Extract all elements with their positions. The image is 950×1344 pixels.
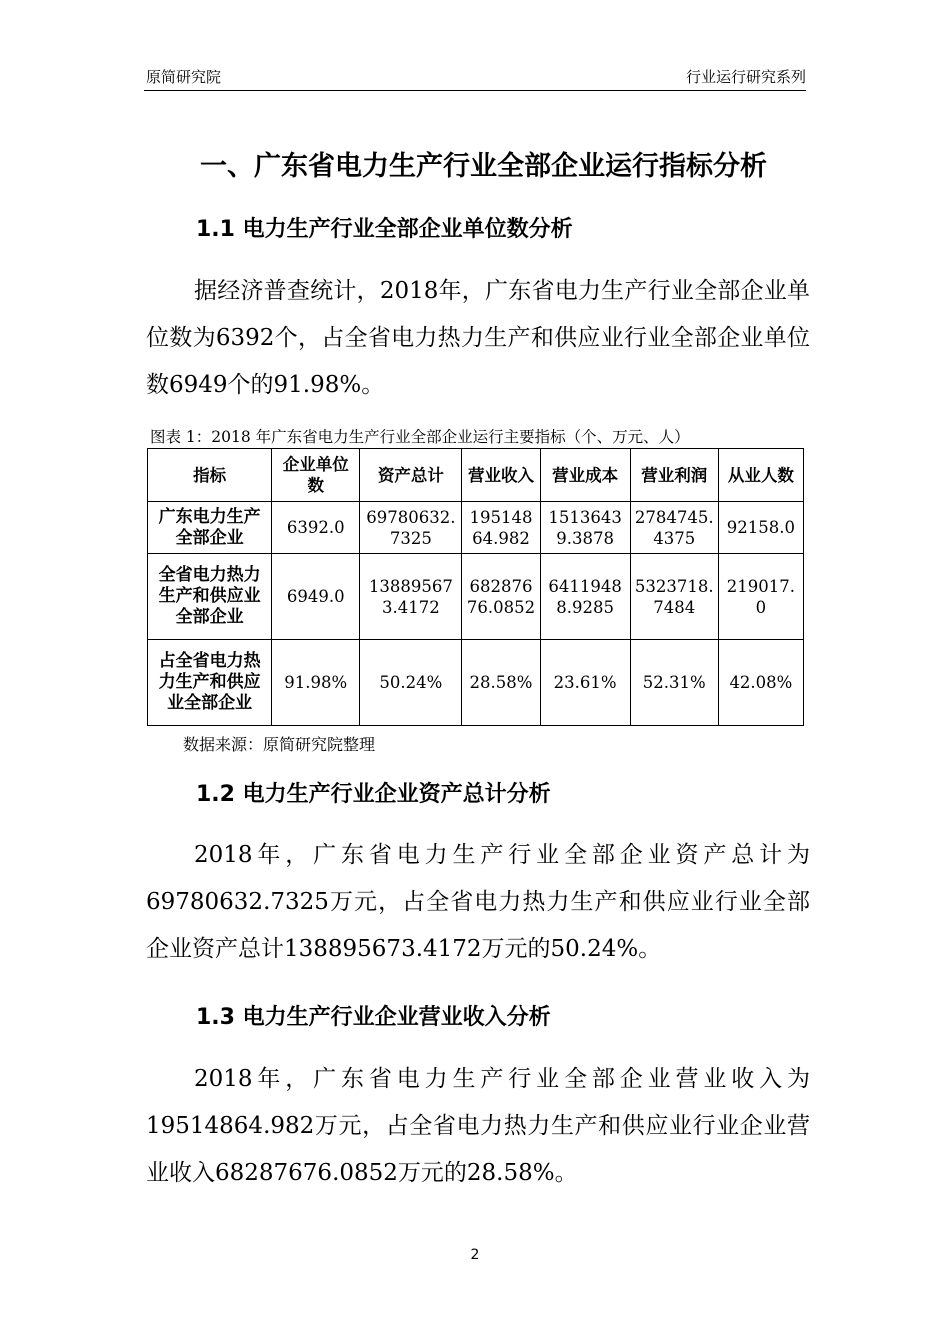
header-cell: 从业人数 — [718, 449, 803, 502]
table-cell: 6949.0 — [272, 554, 360, 640]
header-cell: 营业收入 — [462, 449, 540, 502]
table-source: 数据来源：原简研究院整理 — [183, 735, 376, 754]
table-cell: 6392.0 — [272, 502, 360, 554]
table-cell: 42.08% — [718, 640, 803, 726]
table-cell: 68287676.0852 — [462, 554, 540, 640]
header-cell: 营业利润 — [630, 449, 718, 502]
table-row — [148, 502, 804, 554]
table-cell: 23.61% — [540, 640, 630, 726]
table-cell: 69780632.7325 — [360, 502, 462, 554]
table-cell: 92158.0 — [718, 502, 803, 554]
table-cell: 52.31% — [630, 640, 718, 726]
header-cell: 营业成本 — [540, 449, 630, 502]
table-header-row — [148, 449, 804, 502]
table-cell: 15136439.3878 — [540, 502, 630, 554]
section-heading-1-3: 1.3 电力生产行业企业营业收入分析 — [196, 1005, 551, 1030]
indicator-table — [147, 448, 804, 726]
header-left: 原简研究院 — [146, 68, 222, 86]
header-cell: 资产总计 — [360, 449, 462, 502]
table-cell: 19514864.982 — [462, 502, 540, 554]
row-label: 广东电力生产全部企业 — [148, 502, 272, 554]
table-cell: 219017.0 — [718, 554, 803, 640]
row-label: 全省电力热力生产和供应业全部企业 — [148, 554, 272, 640]
table-cell: 91.98% — [272, 640, 360, 726]
section-paragraph-1-2: 2018年，广东省电力生产行业全部企业资产总计为69780632.7325万元，占全省电力热力生产和供应业行业全部企业资产总计138895673.4172万元的50.24%。 — [146, 842, 810, 962]
table-cell: 2784745.4375 — [630, 502, 718, 554]
table-cell: 138895673.4172 — [360, 554, 462, 640]
header-cell: 企业单位数 — [272, 449, 360, 502]
section-heading-1-1: 1.1 电力生产行业全部企业单位数分析 — [196, 217, 573, 242]
section-paragraph-1-3: 2018年，广东省电力生产行业全部企业营业收入为19514864.982万元，占全省电力热力生产和供应业行业企业营业收入68287676.0852万元的28.58%。 — [146, 1066, 810, 1186]
table-cell: 50.24% — [360, 640, 462, 726]
header-cell: 指标 — [148, 449, 272, 502]
header-right: 行业运行研究系列 — [685, 68, 806, 86]
table-row — [148, 554, 804, 640]
table-cell: 64119488.9285 — [540, 554, 630, 640]
section-paragraph-1-1: 据经济普查统计，2018年，广东省电力生产行业全部企业单位数为6392个，占全省电力热力生产和供应业行业全部企业单位数6949个的91.98%。 — [146, 278, 810, 398]
page-number: 2 — [470, 1247, 480, 1263]
header-divider — [144, 90, 806, 91]
table-cell: 28.58% — [462, 640, 540, 726]
table-row — [148, 640, 804, 726]
chapter-title: 一、广东省电力生产行业全部企业运行指标分析 — [200, 151, 767, 182]
table-caption: 图表 1：2018 年广东省电力生产行业全部企业运行主要指标（个、万元、人） — [150, 428, 690, 446]
section-heading-1-2: 1.2 电力生产行业企业资产总计分析 — [196, 782, 551, 807]
row-label: 占全省电力热力生产和供应业全部企业 — [148, 640, 272, 726]
table-cell: 5323718.7484 — [630, 554, 718, 640]
